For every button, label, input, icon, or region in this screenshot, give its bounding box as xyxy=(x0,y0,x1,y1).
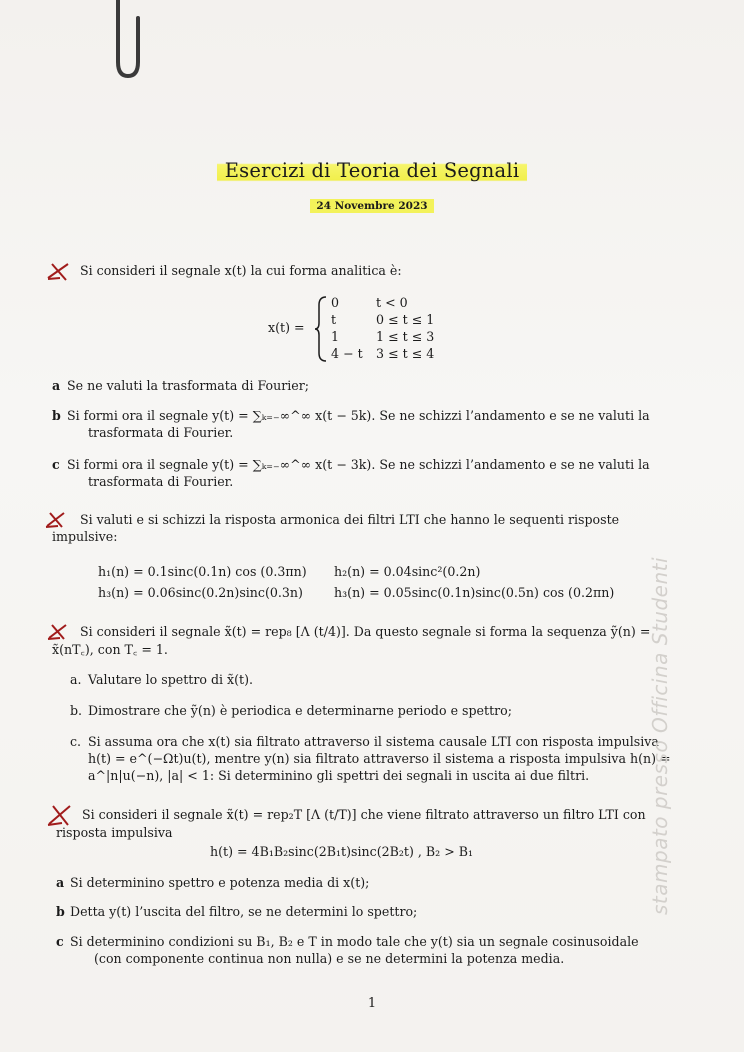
exercise-1-intro: Si consideri il segnale x(t) la cui forma analitica è: xyxy=(80,263,402,278)
equation: h₃(n) = 0.06sinc(0.2n)sinc(0.3n) xyxy=(98,585,303,600)
case-condition: 3 ≤ t ≤ 4 xyxy=(376,346,435,361)
case-condition: t < 0 xyxy=(376,295,408,310)
case-value: 4 − t xyxy=(331,346,363,361)
exercise-4-text: risposta impulsiva xyxy=(56,825,173,840)
item-text: Se ne valuti la trasformata di Fourier; xyxy=(67,378,309,393)
item-label: c. xyxy=(70,734,82,749)
item-text: Si determinino spettro e potenza media di x(t); xyxy=(70,875,370,890)
equation: h₂(n) = 0.04sinc²(0.2n) xyxy=(334,564,481,579)
page-number: 1 xyxy=(367,996,377,1011)
item-text: Si determinino condizioni su B₁, B₂ e T in modo tale che y(t) sia un segnale cosinusoidale xyxy=(70,934,639,949)
paperclip-icon xyxy=(112,0,146,80)
item-text: (con componente continua non nulla) e se ne determini la potenza media. xyxy=(94,951,565,966)
case-value: 1 xyxy=(331,329,340,344)
cross-mark-icon xyxy=(46,622,72,642)
case-value: t xyxy=(331,312,337,327)
item-text: Dimostrare che ỹ(n) è periodica e determinarne periodo e spettro; xyxy=(88,703,512,718)
item-text: trasformata di Fourier. xyxy=(88,474,234,489)
item-text: a^|n|u(−n), |a| < 1: Si determinino gli spettri dei segnali in uscita ai due filtri. xyxy=(88,768,590,783)
cross-mark-icon xyxy=(44,510,70,530)
item-text: h(t) = e^(−Ωt)u(t), mentre y(n) sia filtrato attraverso il sistema a risposta impulsiva h(n) = xyxy=(88,751,671,766)
piecewise-lhs: x(t) = xyxy=(268,320,305,335)
item-label: b xyxy=(52,408,61,423)
exercise-3-text: x̃(nT꜀), con T꜀ = 1. xyxy=(52,642,168,657)
exercise-2-text: impulsive: xyxy=(52,529,118,544)
case-condition: 0 ≤ t ≤ 1 xyxy=(376,312,435,327)
item-text: Si formi ora il segnale y(t) = ∑ₖ₌₋∞^∞ x(t − 3k). Se ne schizzi l’andamento e se ne valuti la xyxy=(67,457,650,472)
item-text: Si formi ora il segnale y(t) = ∑ₖ₌₋∞^∞ x(t − 5k). Se ne schizzi l’andamento e se ne valuti la xyxy=(67,408,650,423)
item-label: c xyxy=(56,934,64,949)
item-label: a xyxy=(52,378,61,393)
exercise-2-text: Si valuti e si schizzi la risposta armonica dei filtri LTI che hanno le sequenti risposte xyxy=(80,512,620,527)
document-date: 24 Novembre 2023 xyxy=(310,199,433,213)
exercise-4-text: Si consideri il segnale x̃(t) = rep₂T [Λ (t/T)] che viene filtrato attraverso un filtro LTI con xyxy=(82,807,646,822)
item-label: b xyxy=(56,904,65,919)
item-text: Si assuma ora che x(t) sia filtrato attraverso il sistema causale LTI con risposta impulsiva xyxy=(88,734,659,749)
exercise-3-text: Si consideri il segnale x̃(t) = rep₈ [Λ (t/4)]. Da questo segnale si forma la sequenza ỹ(n) = xyxy=(80,624,651,639)
equation: h₃(n) = 0.05sinc(0.1n)sinc(0.5n) cos (0.2πn) xyxy=(334,585,615,600)
case-condition: 1 ≤ t ≤ 3 xyxy=(376,329,435,344)
document-title: Esercizi di Teoria dei Segnali xyxy=(217,158,528,184)
item-label: a. xyxy=(70,672,82,687)
left-brace-icon xyxy=(314,295,328,363)
item-text: Valutare lo spettro di x̃(t). xyxy=(88,672,254,687)
item-label: c xyxy=(52,457,60,472)
equation: h₁(n) = 0.1sinc(0.1n) cos (0.3πn) xyxy=(98,564,307,579)
item-label: a xyxy=(56,875,65,890)
case-value: 0 xyxy=(331,295,340,310)
watermark: stampato presso Officina Studenti xyxy=(648,556,672,915)
cross-mark-icon xyxy=(46,260,72,282)
item-text: trasformata di Fourier. xyxy=(88,425,234,440)
equation: h(t) = 4B₁B₂sinc(2B₁t)sinc(2B₂t) , B₂ > B₁ xyxy=(210,844,474,859)
item-label: b. xyxy=(70,703,83,718)
item-text: Detta y(t) l’uscita del filtro, se ne determini lo spettro; xyxy=(70,904,418,919)
